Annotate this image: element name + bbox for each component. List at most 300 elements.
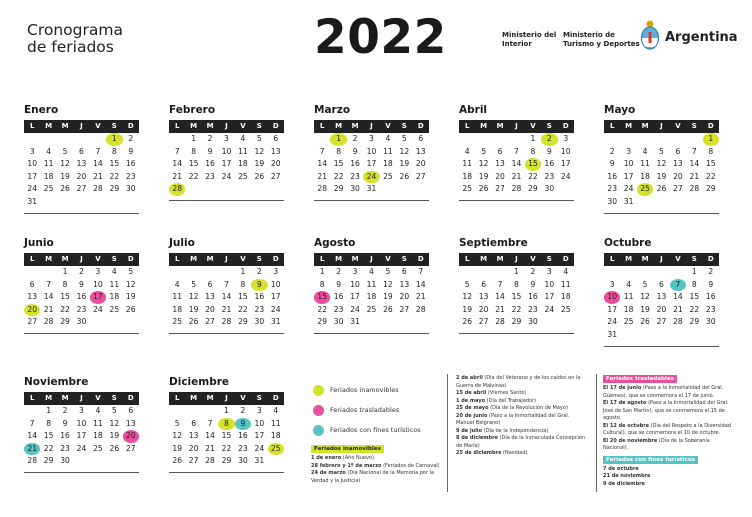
day-cell: 11 (623, 292, 634, 302)
day-cell: 10 (544, 279, 555, 289)
empty-day-cell (475, 133, 491, 146)
holiday-description: (Día del Trabajador) (485, 397, 537, 404)
weekday-label: V (95, 394, 101, 402)
weekday-label: M (206, 122, 214, 130)
day-cell: 3 (352, 267, 358, 276)
day-cell: 20 (673, 171, 683, 181)
day-cell: 24 (27, 184, 38, 194)
holiday-note (456, 375, 586, 390)
day-cell: 13 (495, 159, 505, 169)
day-cell: 2 (79, 267, 84, 276)
day-cell: 27 (125, 443, 136, 453)
day-cell: 19 (656, 171, 667, 181)
day-cell: 18 (109, 292, 120, 302)
day-cell: 4 (95, 406, 101, 415)
day-cell: 14 (511, 159, 522, 169)
day-cell: 3 (95, 267, 101, 276)
day-cell: 22 (238, 304, 248, 314)
month-underline (169, 200, 284, 201)
day-cell: 8 (111, 146, 117, 156)
day-cell: 26 (172, 456, 183, 466)
day-cell: 9 (128, 146, 134, 156)
empty-day-cell (508, 133, 524, 146)
weekday-label: M (480, 255, 488, 263)
day-cell: 9 (62, 418, 68, 428)
month-name: Junio (24, 237, 54, 249)
holiday-note (456, 390, 586, 398)
day-cell: 28 (27, 456, 38, 466)
weekday-label: M (45, 122, 53, 130)
day-cell: 21 (93, 171, 103, 181)
day-cell: 18 (623, 304, 634, 314)
weekday-header (24, 253, 139, 266)
weekday-label: M (480, 122, 488, 130)
day-grid (314, 133, 429, 196)
weekday-label: L (464, 255, 470, 263)
weekday-label: D (272, 394, 279, 402)
day-grid (24, 266, 139, 329)
day-cell: 20 (188, 443, 199, 453)
day-cell: 31 (27, 196, 38, 206)
day-cell: 20 (478, 304, 489, 314)
day-cell: 21 (673, 304, 683, 314)
day-cell: 10 (254, 418, 265, 428)
ministry-interior (502, 31, 556, 48)
day-cell: 1 (224, 406, 229, 415)
day-cell: 22 (188, 171, 199, 181)
weekday-label: J (660, 122, 663, 130)
day-cell: 25 (462, 184, 473, 194)
holiday-date: 2 de abril (456, 375, 483, 381)
holiday-date: 8 de diciembre (456, 435, 498, 441)
weekday-label: J (225, 122, 228, 130)
day-cell: 25 (238, 171, 248, 181)
day-cell: 12 (478, 159, 489, 169)
day-cell: 16 (76, 292, 87, 302)
day-cell: 6 (418, 134, 424, 143)
day-cell: 21 (511, 171, 522, 181)
weekday-label: L (609, 255, 615, 263)
day-cell: 17 (560, 159, 571, 169)
day-cell: 12 (399, 146, 410, 156)
day-cell: 30 (333, 317, 344, 327)
day-cell: 6 (659, 279, 664, 289)
day-cell: 28 (511, 184, 522, 194)
month-mayo (604, 104, 719, 214)
day-cell: 14 (673, 292, 683, 302)
month-name: Enero (24, 104, 59, 116)
weekday-label: M (625, 255, 633, 263)
day-cell: 13 (399, 279, 410, 289)
day-cell: 5 (385, 267, 391, 276)
day-cell: 16 (528, 292, 538, 302)
weekday-label: V (240, 394, 246, 402)
divider (596, 374, 597, 492)
day-cell: 3 (256, 406, 262, 415)
day-cell: 31 (366, 184, 377, 194)
day-cell: 5 (256, 134, 262, 143)
day-cell: 10 (27, 159, 38, 169)
day-cell: 6 (675, 146, 681, 156)
day-cell: 12 (125, 279, 136, 289)
day-cell: 16 (254, 292, 265, 302)
day-cell: 22 (333, 171, 344, 181)
day-cell: 10 (623, 159, 634, 169)
day-cell: 2 (240, 406, 246, 415)
weekday-label: L (174, 122, 180, 130)
day-cell: 8 (336, 146, 342, 156)
day-cell: 18 (383, 159, 393, 169)
day-cell: 4 (464, 146, 470, 156)
day-grid (604, 133, 719, 209)
day-cell: 16 (333, 292, 344, 302)
day-cell: 3 (626, 146, 632, 156)
legend (313, 380, 438, 440)
day-cell: 30 (528, 317, 538, 327)
day-cell: 29 (528, 184, 538, 194)
day-cell: 27 (270, 171, 281, 181)
day-cell: 19 (254, 159, 265, 169)
day-cell: 24 (623, 184, 634, 194)
day-cell: 4 (111, 267, 117, 276)
day-cell: 21 (221, 304, 232, 314)
holiday-date: El 12 de octubre (603, 422, 650, 429)
weekday-label: M (351, 122, 359, 130)
day-cell: 30 (705, 317, 716, 327)
day-cell: 14 (27, 431, 38, 441)
day-cell: 11 (462, 159, 473, 169)
empty-day-cell (670, 266, 686, 279)
day-cell: 30 (60, 456, 70, 466)
day-cell: 5 (111, 406, 117, 415)
day-cell: 5 (642, 279, 648, 289)
day-cell: 29 (511, 317, 522, 327)
day-cell: 25 (560, 304, 571, 314)
day-cell: 9 (546, 146, 552, 156)
day-cell: 20 (205, 304, 215, 314)
day-cell: 31 (623, 196, 634, 206)
day-cell: 22 (317, 304, 328, 314)
empty-day-cell (202, 266, 218, 279)
empty-day-cell (604, 133, 620, 146)
weekday-label: V (95, 255, 101, 263)
legend-trasladables-label: Feriados trasladables (330, 406, 400, 414)
day-cell: 3 (29, 146, 35, 156)
month-diciembre (169, 376, 284, 473)
day-cell: 11 (366, 279, 377, 289)
holiday-day-cell: 7 (670, 279, 686, 292)
day-cell: 7 (319, 146, 325, 156)
holiday-day-cell: 25 (268, 443, 284, 456)
holiday-date: 24 de marzo (311, 470, 346, 476)
holiday-description: (Día de la Inmaculada Concepción de María) (456, 435, 586, 449)
day-cell: 10 (221, 146, 232, 156)
holiday-description: (Navidad) (501, 450, 528, 456)
day-cell: 5 (174, 418, 180, 428)
day-cell: 18 (560, 292, 571, 302)
weekday-label: L (174, 255, 180, 263)
day-cell: 22 (689, 304, 700, 314)
holiday-day-cell: 9 (251, 279, 267, 292)
holiday-day-cell: 2 (541, 133, 557, 146)
holiday-date: 9 de julio (456, 427, 483, 434)
day-cell: 15 (689, 292, 700, 302)
month-julio (169, 237, 284, 334)
day-cell: 19 (462, 304, 473, 314)
day-cell: 26 (656, 184, 667, 194)
day-cell: 5 (659, 146, 664, 156)
day-cell: 4 (273, 406, 279, 415)
holiday-date: 1 de enero (311, 455, 342, 461)
day-cell: 28 (495, 317, 505, 327)
day-cell: 14 (93, 159, 103, 169)
month-enero (24, 104, 139, 214)
weekday-header (459, 253, 574, 266)
weekday-label: S (546, 122, 552, 130)
day-cell: 4 (369, 267, 374, 276)
holiday-note (603, 400, 733, 423)
day-cell: 17 (350, 292, 360, 302)
day-cell: 21 (495, 304, 505, 314)
coat-of-arms-icon (640, 19, 660, 52)
holiday-day-cell: 15 (314, 291, 330, 304)
day-cell: 3 (546, 267, 552, 276)
day-cell: 9 (530, 279, 536, 289)
legend-turisticos (313, 420, 438, 440)
day-cell: 14 (495, 292, 505, 302)
month-agosto (314, 237, 429, 334)
ministry-turismo (563, 31, 640, 48)
month-underline (314, 333, 429, 334)
day-cell: 23 (205, 171, 215, 181)
holiday-description: (Paso a la Inmortalidad del Gral. Manuel Belgrano) (456, 412, 570, 426)
holiday-date: 9 de diciembre (603, 480, 645, 487)
holiday-note (311, 470, 446, 485)
day-cell: 2 (336, 267, 342, 276)
day-cell: 26 (399, 171, 410, 181)
holiday-date: 7 de octubre (603, 465, 639, 472)
holiday-description: (Feriados de Carnaval) (381, 462, 440, 469)
holiday-description: (Paso a la Inmortalidad del Gral. José de San Martín), que se conmemora el 15 de agosto. (603, 400, 729, 421)
day-cell: 23 (607, 184, 618, 194)
day-cell: 16 (544, 159, 555, 169)
day-cell: 29 (333, 184, 344, 194)
day-cell: 26 (125, 304, 136, 314)
turisticos-heading: Feriados con fines turísticos (603, 456, 698, 464)
holiday-day-cell: 17 (90, 291, 106, 304)
empty-day-cell (620, 266, 636, 279)
month-name: Abril (459, 104, 488, 116)
holiday-description: (Paso a la Inmortalidad del Gral. Güemes), que se conmemora el 17 de junio. (603, 385, 724, 399)
day-cell: 13 (415, 146, 426, 156)
weekday-label: S (546, 255, 552, 263)
day-cell: 19 (640, 304, 650, 314)
month-noviembre (24, 376, 139, 473)
weekday-header (169, 253, 284, 266)
day-cell: 17 (623, 171, 634, 181)
day-cell: 23 (125, 171, 136, 181)
day-cell: 15 (60, 292, 70, 302)
weekday-label: M (61, 394, 69, 402)
day-cell: 21 (415, 292, 426, 302)
holiday-note (456, 413, 586, 428)
holiday-day-cell: 28 (169, 183, 185, 196)
weekday-label: V (95, 122, 101, 130)
day-cell: 22 (528, 171, 538, 181)
inamovibles-box (311, 445, 446, 485)
day-cell: 11 (640, 159, 650, 169)
day-cell: 31 (350, 317, 360, 327)
holiday-date: El 17 de junio (603, 385, 642, 391)
day-cell: 17 (221, 159, 232, 169)
day-cell: 9 (79, 279, 84, 289)
empty-day-cell (459, 133, 475, 146)
holiday-note (603, 438, 733, 453)
weekday-header (314, 120, 429, 133)
empty-day-cell (637, 266, 653, 279)
day-grid (24, 133, 139, 209)
day-cell: 1 (62, 267, 68, 276)
day-cell: 7 (418, 267, 424, 276)
month-name: Julio (169, 237, 195, 249)
day-cell: 26 (109, 443, 120, 453)
day-cell: 24 (607, 317, 618, 327)
month-underline (604, 213, 719, 214)
weekday-label: M (496, 255, 504, 263)
day-cell: 24 (544, 304, 555, 314)
holiday-date: 21 de noviembre (603, 473, 651, 479)
day-cell: 21 (689, 171, 700, 181)
holiday-day-cell: 1 (106, 133, 122, 146)
day-cell: 28 (689, 184, 700, 194)
day-cell: 17 (76, 431, 87, 441)
weekday-label: D (417, 122, 424, 130)
day-cell: 19 (60, 171, 70, 181)
country-name: Argentina (665, 30, 738, 45)
empty-day-cell (314, 133, 330, 146)
day-cell: 6 (207, 279, 213, 289)
day-cell: 30 (238, 456, 248, 466)
weekday-label: J (80, 255, 83, 263)
day-cell: 6 (29, 279, 35, 289)
holiday-day-cell: 9 (235, 418, 251, 431)
day-cell: 2 (128, 134, 134, 143)
day-cell: 14 (415, 279, 426, 289)
legend-inamovibles (313, 380, 438, 400)
day-cell: 14 (205, 431, 215, 441)
holiday-description: (Año Nuevo) (341, 455, 374, 461)
month-name: Agosto (314, 237, 356, 249)
legend-dot-icon (313, 405, 324, 416)
day-grid (169, 266, 284, 329)
day-cell: 4 (46, 146, 52, 156)
day-cell: 17 (27, 171, 38, 181)
holiday-date: 1 de mayo (456, 397, 486, 404)
day-cell: 19 (399, 159, 410, 169)
day-cell: 3 (224, 134, 229, 143)
month-underline (169, 472, 284, 473)
day-cell: 5 (464, 279, 470, 289)
legend-trasladables (313, 400, 438, 420)
day-cell: 14 (172, 159, 183, 169)
month-underline (459, 200, 574, 201)
day-cell: 6 (191, 418, 197, 428)
day-cell: 18 (93, 431, 103, 441)
day-cell: 7 (224, 279, 229, 289)
empty-day-cell (202, 405, 218, 418)
day-cell: 23 (705, 304, 716, 314)
day-cell: 4 (240, 134, 246, 143)
day-cell: 17 (544, 292, 555, 302)
day-cell: 5 (128, 267, 134, 276)
day-cell: 27 (399, 304, 410, 314)
holiday-description: (Día de la Soberanía Nacional). (603, 437, 710, 451)
day-cell: 8 (240, 279, 246, 289)
day-cell: 1 (240, 267, 246, 276)
weekday-label: V (385, 122, 391, 130)
month-name: Noviembre (24, 376, 89, 388)
day-cell: 27 (656, 317, 667, 327)
day-cell: 8 (319, 279, 325, 289)
day-cell: 19 (188, 304, 199, 314)
day-cell: 18 (172, 304, 183, 314)
day-cell: 22 (705, 171, 716, 181)
day-cell: 21 (205, 443, 215, 453)
weekday-label: D (272, 255, 279, 263)
day-cell: 4 (642, 146, 648, 156)
day-cell: 5 (191, 279, 197, 289)
day-cell: 28 (93, 184, 103, 194)
day-grid (169, 133, 284, 196)
day-cell: 8 (530, 146, 536, 156)
day-cell: 27 (76, 184, 87, 194)
empty-day-cell (40, 266, 56, 279)
weekday-label: M (206, 394, 214, 402)
day-cell: 7 (46, 279, 52, 289)
year-heading: 2022 (314, 10, 447, 65)
weekday-label: J (370, 122, 373, 130)
holiday-note (456, 405, 586, 413)
day-cell: 27 (495, 184, 505, 194)
day-cell: 21 (317, 171, 328, 181)
empty-day-cell (604, 266, 620, 279)
holiday-day-cell: 20 (123, 430, 139, 443)
weekday-label: D (707, 122, 714, 130)
empty-day-cell (185, 266, 201, 279)
day-cell: 12 (656, 159, 667, 169)
holiday-note (311, 455, 446, 463)
day-cell: 18 (43, 171, 54, 181)
empty-day-cell (653, 266, 669, 279)
day-cell: 13 (27, 292, 38, 302)
day-cell: 15 (705, 159, 716, 169)
empty-day-cell (637, 133, 653, 146)
month-name: Febrero (169, 104, 216, 116)
day-cell: 5 (481, 146, 487, 156)
ministry-turismo-line1: Ministerio de (563, 31, 615, 39)
weekday-label: S (256, 255, 262, 263)
month-name: Marzo (314, 104, 351, 116)
day-cell: 22 (511, 304, 522, 314)
weekday-label: J (515, 122, 518, 130)
weekday-label: D (127, 394, 134, 402)
weekday-label: J (660, 255, 663, 263)
empty-day-cell (169, 133, 185, 146)
day-cell: 25 (366, 304, 377, 314)
weekday-label: V (675, 122, 681, 130)
weekday-header (604, 253, 719, 266)
page-title (27, 22, 123, 56)
